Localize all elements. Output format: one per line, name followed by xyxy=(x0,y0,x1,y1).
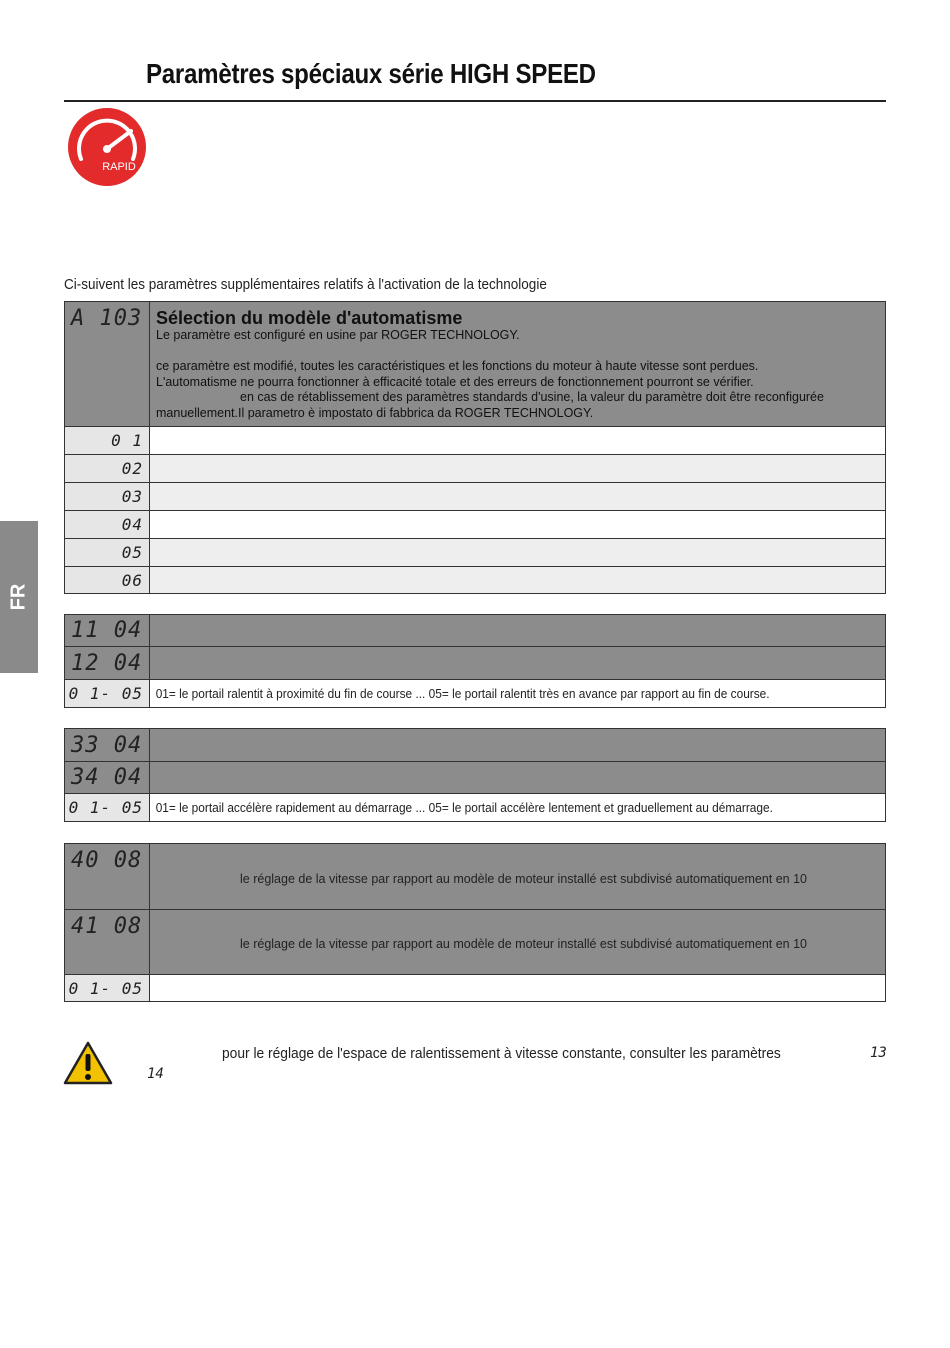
param-table-slowdown xyxy=(64,614,886,708)
value-description xyxy=(150,427,886,455)
value-code: 03 xyxy=(121,487,143,506)
warning-param-code: 13 xyxy=(870,1045,887,1061)
value-code: 0 1 xyxy=(111,431,143,450)
param-code: 33 04 xyxy=(71,732,143,758)
value-code: 06 xyxy=(121,570,143,590)
rapid-speedometer-logo xyxy=(67,107,147,187)
param-description xyxy=(150,762,886,794)
param-code: 41 08 xyxy=(71,914,143,939)
warning-icon xyxy=(63,1041,113,1085)
value-description xyxy=(150,455,886,483)
param-title: Sélection du modèle d'automatisme xyxy=(156,308,463,328)
page-title: Paramètres spéciaux série HIGH SPEED xyxy=(146,58,596,89)
value-description xyxy=(150,511,886,539)
value-code: 02 xyxy=(121,459,143,478)
value-range: 0 1- 05 xyxy=(68,798,143,817)
param-code: A 103 xyxy=(71,306,143,331)
param-code: 11 04 xyxy=(71,618,143,643)
param-code: 12 04 xyxy=(71,650,143,676)
intro-text: Ci-suivent les paramètres supplémentaires relatifs à l'activation de la technologie xyxy=(64,276,547,293)
value-description xyxy=(150,483,886,511)
param-description xyxy=(150,729,886,762)
param-table-acceleration xyxy=(64,728,886,822)
param-code: 40 08 xyxy=(71,848,143,873)
param-description xyxy=(150,615,886,647)
param-code: 34 04 xyxy=(71,765,143,790)
param-description: le réglage de la vitesse par rapport au modèle de moteur installé est subdivisé automatiquement en 10 xyxy=(240,937,808,951)
param-table-a103 xyxy=(64,301,886,594)
value-code: 04 xyxy=(121,515,143,534)
param-description: le réglage de la vitesse par rapport au modèle de moteur installé est subdivisé automatiquement en 10 xyxy=(240,872,808,886)
param-description: Le paramètre est configuré en usine par ROGER TECHNOLOGY. ce paramètre est modifié, toutes les caractéristiques et les fonctions du moteur à haute vitesse sont perdues. L'automatisme ne pourra fonctionner à efficacité totale et des erreurs de fonctionnement pourront se vérifier. en cas de rétablissement des paramètres standards d'usine, la valeur du paramètre doit être reconfigurée manuellement.Il parametro è impostato di fabbrica da ROGER TECHNOLOGY. xyxy=(156,328,824,421)
value-description: 01= le portail accélère rapidement au démarrage ... 05= le portail accélère lentement et graduellement au démarrage. xyxy=(155,800,773,815)
language-tab-label: FR xyxy=(7,583,30,611)
param-table-speed xyxy=(64,843,886,1002)
title-rule xyxy=(64,100,886,102)
param-description xyxy=(150,647,886,680)
language-tab xyxy=(0,521,38,673)
value-range: 0 1- 05 xyxy=(68,978,143,998)
logo-text: RAPID xyxy=(102,161,136,173)
value-code: 05 xyxy=(121,543,143,562)
value-description: 01= le portail ralentit à proximité du fin de course ... 05= le portail ralentit très en avance par rapport au fin de course. xyxy=(155,686,770,701)
value-range: 0 1- 05 xyxy=(68,684,143,703)
warning-param-code: 14 xyxy=(147,1066,164,1082)
value-description xyxy=(150,567,886,594)
value-description xyxy=(150,539,886,567)
value-description xyxy=(150,975,886,1002)
warning-text: pour le réglage de l'espace de ralentissement à vitesse constante, consulter les paramètres xyxy=(222,1045,781,1062)
